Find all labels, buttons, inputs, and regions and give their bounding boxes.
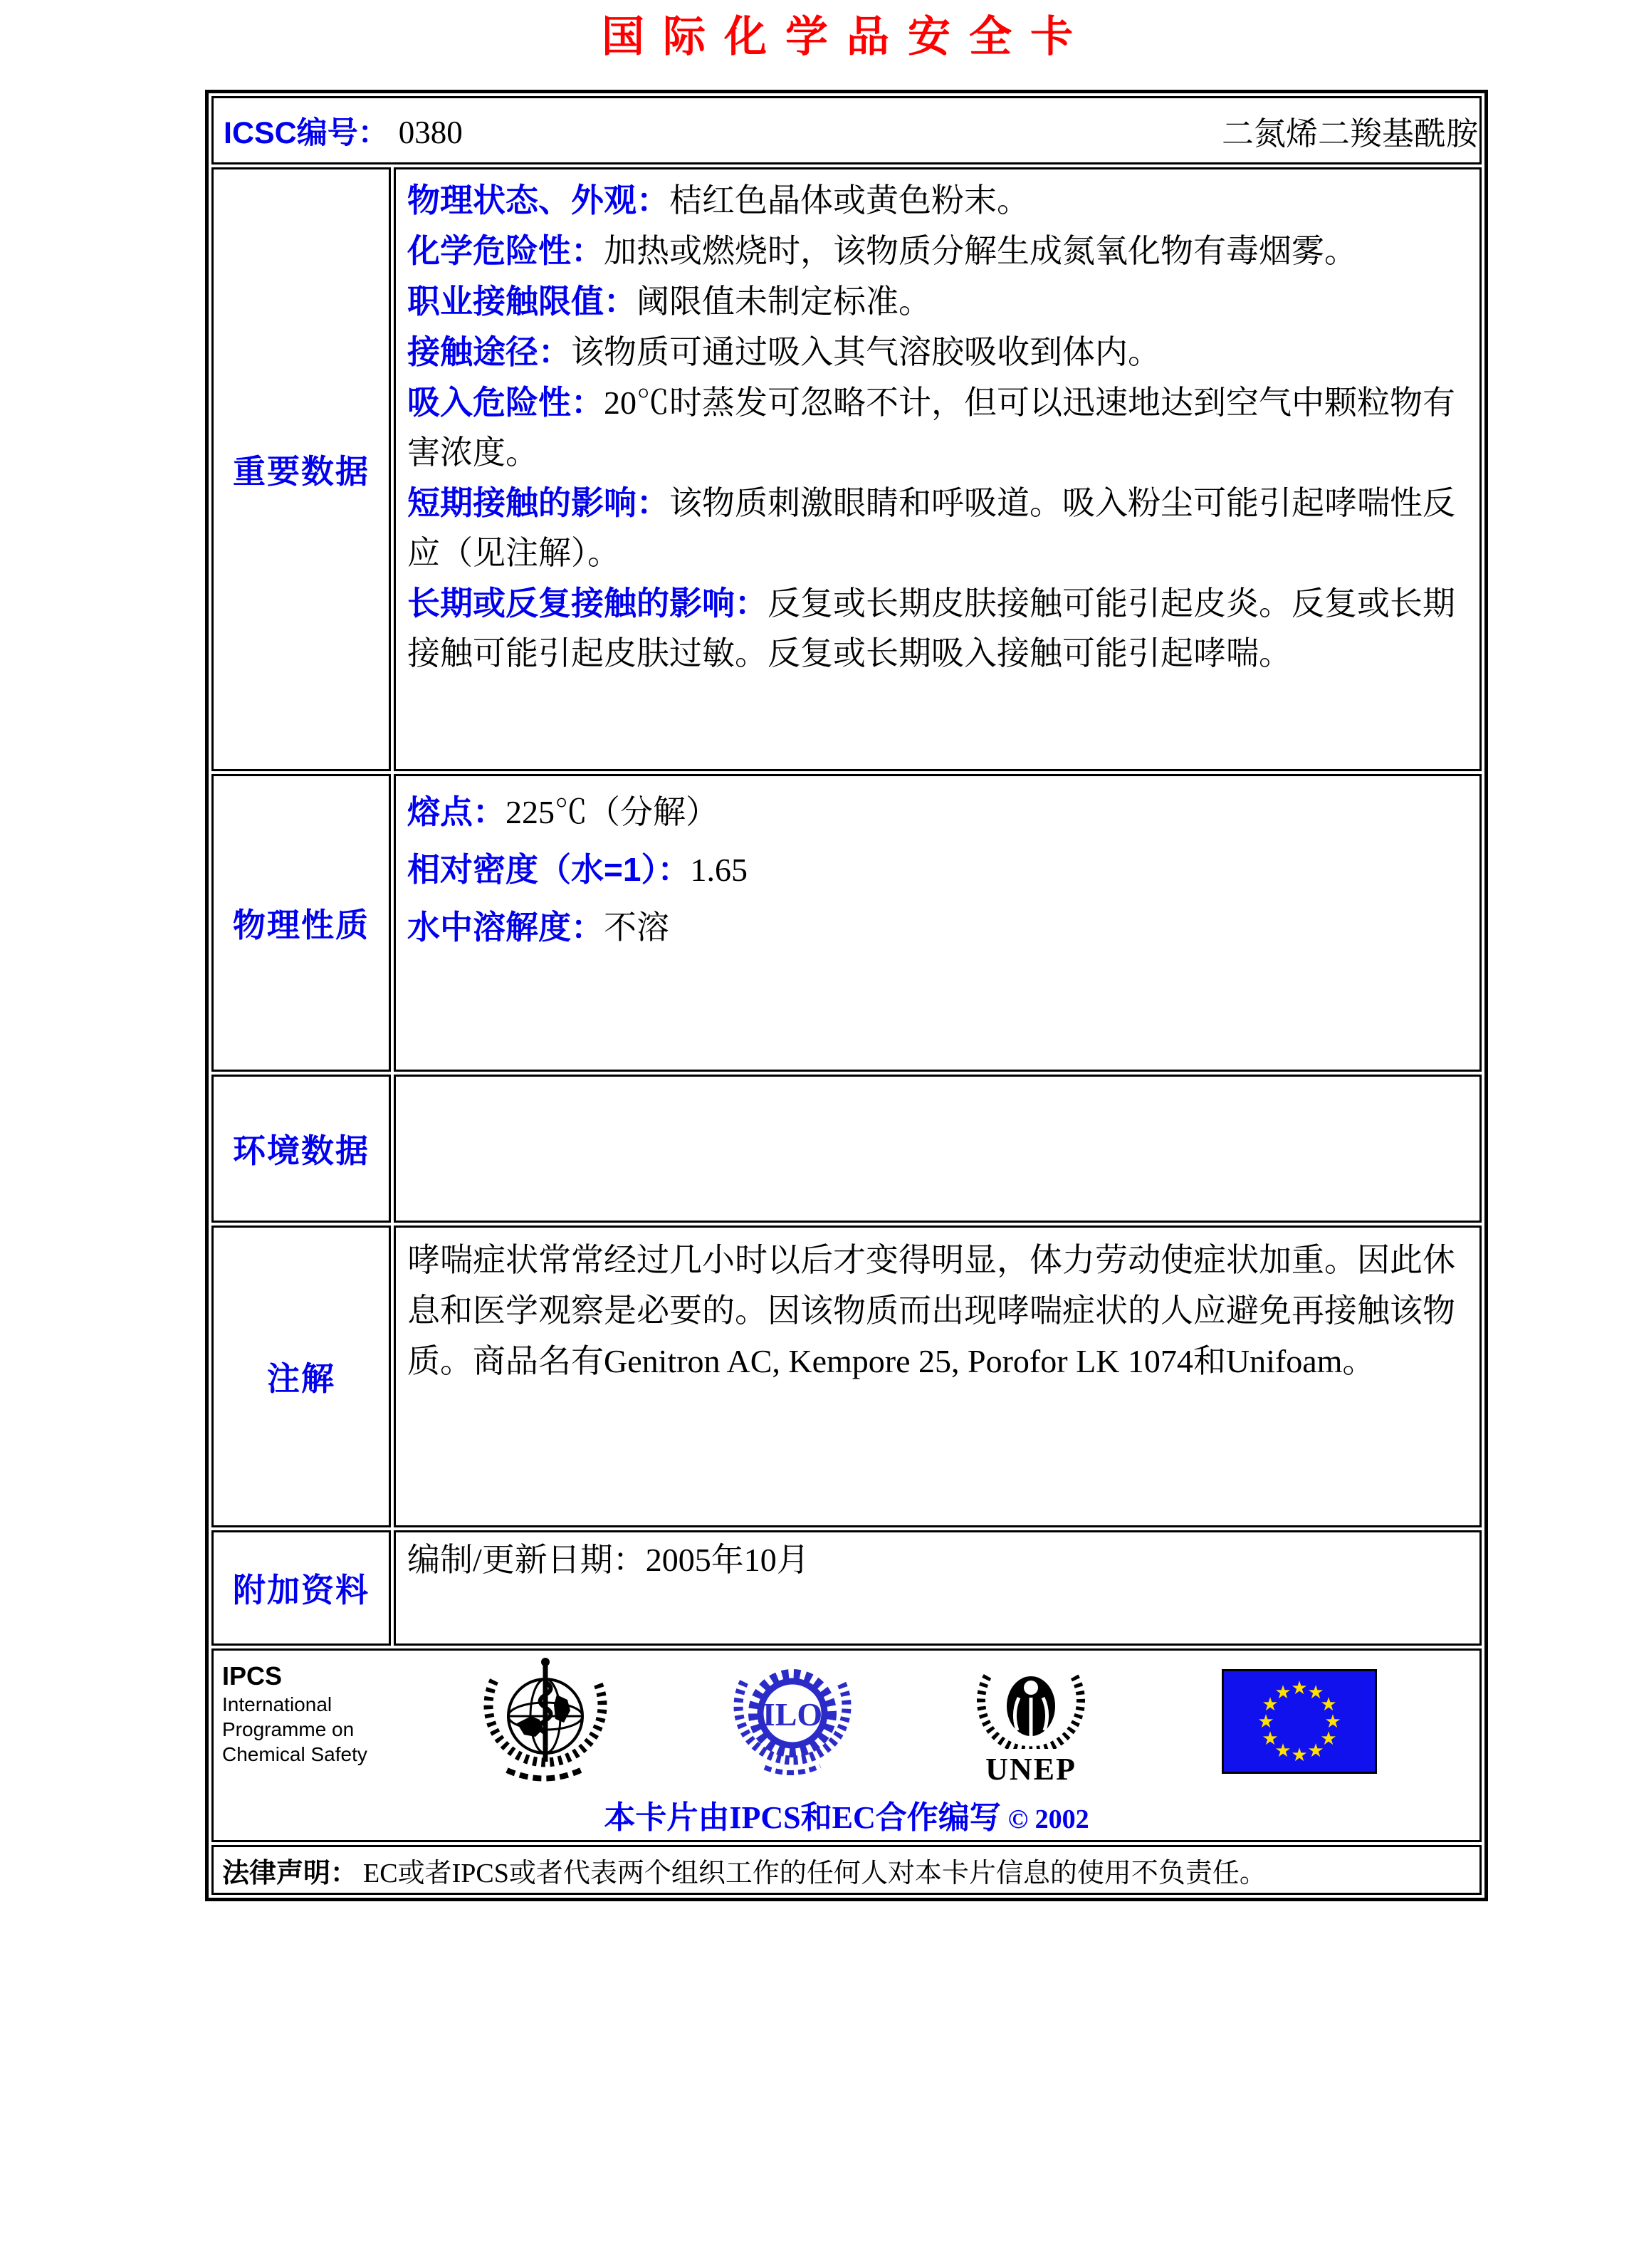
field-short-term-effects: 短期接触的影响：该物质刺激眼睛和呼吸道。吸入粉尘可能引起哮喘性反应（见注解）。 <box>407 484 1455 571</box>
eu-flag-icon <box>1222 1669 1377 1774</box>
legal-box <box>211 1845 1482 1895</box>
section-content-important-data <box>394 167 1482 771</box>
field-melting-point: 熔点：225℃（分解） <box>407 793 718 830</box>
section-label-additional-info: 附加资料 <box>211 1530 391 1646</box>
svg-text:★: ★ <box>1274 1740 1292 1762</box>
credit-line <box>214 1792 1479 1837</box>
header-row <box>211 96 1482 164</box>
credit-text: 本卡片由IPCS和EC合作编写 <box>604 1800 1001 1835</box>
icsc-number-label: ICSC编号： <box>224 115 389 150</box>
section-label-physical-properties: 物理性质 <box>211 774 391 1072</box>
field-update-date: 编制/更新日期：2005年10月 <box>407 1542 810 1578</box>
svg-text:★: ★ <box>1320 1694 1337 1715</box>
chemical-name: 二氮烯二羧基酰胺 <box>1221 115 1478 152</box>
svg-text:★: ★ <box>1274 1682 1292 1703</box>
section-content-environmental-data <box>394 1075 1482 1223</box>
section-content-physical-properties <box>394 774 1482 1072</box>
svg-text:★: ★ <box>1257 1711 1274 1733</box>
who-logo-icon <box>476 1653 615 1787</box>
svg-text:★: ★ <box>1291 1678 1308 1699</box>
icsc-card <box>205 90 1488 1901</box>
footer-logos-row <box>211 1648 1482 1842</box>
section-important-data <box>211 167 1482 771</box>
ipcs-name: IPCS <box>222 1661 283 1690</box>
svg-text:★: ★ <box>1307 1740 1324 1762</box>
ipcs-text-block: IPCS International Programme on Chemical Safety <box>222 1661 367 1765</box>
section-label-notes: 注解 <box>211 1226 391 1527</box>
legal-label: 法律声明： <box>222 1858 358 1888</box>
header-box <box>211 96 1482 164</box>
svg-text:★: ★ <box>1307 1682 1324 1703</box>
field-relative-density: 相对密度（水=1）：1.65 <box>407 851 748 888</box>
section-content-notes <box>394 1226 1482 1527</box>
svg-text:★: ★ <box>1291 1745 1308 1766</box>
notes-text: 哮喘症状常常经过几小时以后才变得明显，体力劳动使症状加重。因此休息和医学观察是必要的。因该物质而出现哮喘症状的人应避免再接触该物质。商品名有Genitron AC, Kempore 25, Porofor LK 1074和Unifoam。 <box>407 1242 1455 1379</box>
svg-text:★: ★ <box>1262 1728 1279 1750</box>
svg-text:★: ★ <box>1320 1728 1337 1750</box>
field-exposure-route: 接触途径：该物质可通过吸入其气溶胶吸收到体内。 <box>407 333 1161 370</box>
unep-logo-icon <box>970 1662 1091 1749</box>
section-notes <box>211 1226 1482 1527</box>
legal-text: EC或者IPCS或者代表两个组织工作的任何人对本卡片信息的使用不负责任。 <box>363 1858 1267 1888</box>
section-label-important-data: 重要数据 <box>211 167 391 771</box>
unep-logo-block <box>970 1662 1092 1787</box>
section-content-additional-info <box>394 1530 1482 1646</box>
field-chemical-danger: 化学危险性：加热或燃烧时，该物质分解生成氮氧化物有毒烟雾。 <box>407 232 1357 269</box>
page-title: 国际化学品安全卡 <box>602 13 1091 61</box>
icsc-number-value: 0380 <box>398 114 463 150</box>
field-physical-state: 物理状态、外观：桔红色晶体或黄色粉末。 <box>407 182 1030 219</box>
section-additional-info <box>211 1530 1482 1646</box>
copyright-text: © 2002 <box>1007 1804 1089 1834</box>
section-label-environmental-data: 环境数据 <box>211 1075 391 1223</box>
legal-row <box>211 1845 1482 1895</box>
section-physical-properties <box>211 774 1482 1072</box>
field-inhalation-risk: 吸入危险性：20℃时蒸发可忽略不计，但可以迅速地达到空气中颗粒物有害浓度。 <box>407 384 1455 471</box>
icsc-number-group <box>224 109 463 152</box>
ilo-logo-letters: ILO <box>762 1696 823 1733</box>
field-long-term-effects: 长期或反复接触的影响：反复或长期皮肤接触可能引起皮炎。反复或长期接触可能引起皮肤过敏。反复或长期吸入接触可能引起哮喘。 <box>407 585 1455 671</box>
footer-logos-box <box>211 1648 1482 1842</box>
field-occupational-limit: 职业接触限值：阈限值未制定标准。 <box>407 283 931 320</box>
unep-logo-label: UNEP <box>985 1752 1077 1787</box>
svg-text:★: ★ <box>1262 1694 1279 1715</box>
field-water-solubility: 水中溶解度：不溶 <box>407 909 669 946</box>
section-environmental-data <box>211 1075 1482 1223</box>
ilo-logo-icon <box>728 1659 857 1779</box>
svg-text:★: ★ <box>1324 1711 1341 1733</box>
